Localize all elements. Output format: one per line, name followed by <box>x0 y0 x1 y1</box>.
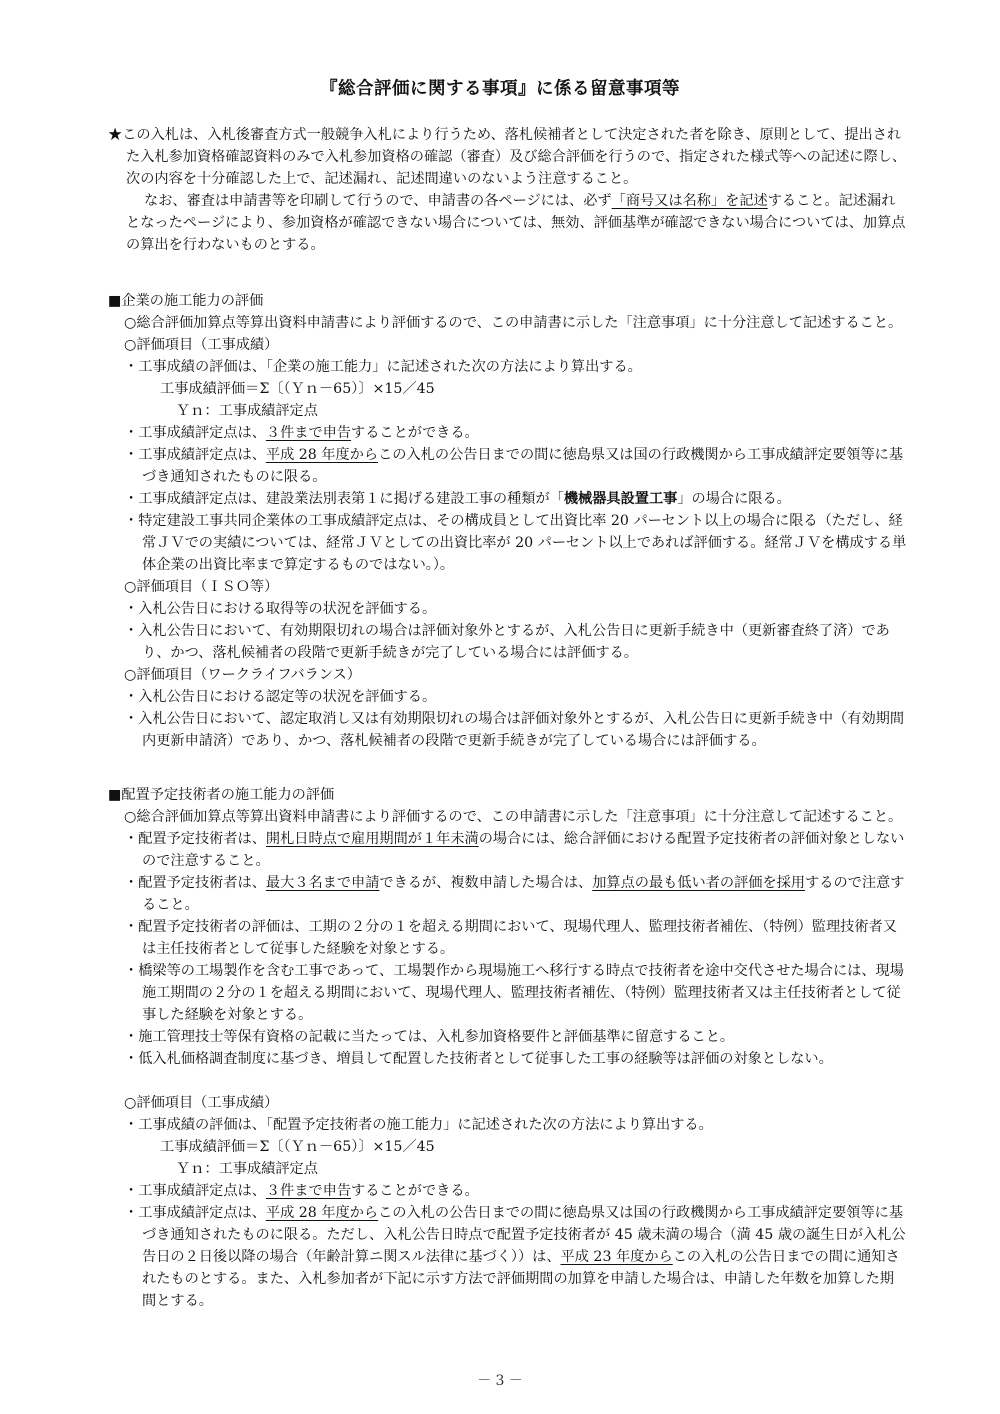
circle-item: ○総合評価加算点等算出資料申請書により評価するので、この申請書に示した「注意事項」に十分注意して記述すること。 <box>124 315 903 331</box>
bullet-item: ・施工管理技士等保有資格の記載に当たっては、入札参加資格要件と評価基準に留意すること。 <box>124 1029 735 1045</box>
bullet-item: ・配置予定技術者は、最大３名まで申請できるが、複数申請した場合は、加算点の最も低い者の評価を採用するので注意すること。 <box>124 875 905 913</box>
bullet-item: ・工事成績評定点は、３件まで申告することができる。 <box>124 1183 479 1199</box>
circle-item: ○評価項目（ＩＳＯ等） <box>124 579 279 595</box>
bullet-item: ・工事成績評定点は、平成 28 年度からこの入札の公告日までの間に徳島県又は国の行政機関から工事成績評定要領等に基づき通知されたものに限る。 <box>124 447 904 485</box>
bullet-item: ・入札公告日における認定等の状況を評価する。 <box>124 689 437 705</box>
bullet-item: ・工事成績評定点は、３件まで申告することができる。 <box>124 425 479 441</box>
underline-company-name: 「商号又は名称」を記述 <box>611 193 768 209</box>
formula: 工事成績評価＝Σ〔（Ｙｎ－65）〕×15／45 <box>160 381 435 397</box>
bullet-item: ・入札公告日における取得等の状況を評価する。 <box>124 601 437 617</box>
intro-paragraph: ★この入札は、入札後審査方式一般競争入札により行うため、落札候補者として決定された者を除き、原則として、提出された入札参加資格確認資料のみで入札参加資格の確認（審査）及び総合評価を行うので、指定された様式等への記述に際し、次の内容を十分確認した上で、記述漏れ、記述間違いのないよう注意すること。 <box>108 127 907 187</box>
bullet-item: ・橋梁等の工場製作を含む工事であって、工場製作から現場施工へ移行する時点で技術者を途中交代させた場合には、現場施工期間の２分の１を超える期間において、現場代理人、監理技術者補佐、（特例）監理技術者又は主任技術者として従事した経験を対象とする。 <box>124 963 904 1023</box>
circle-item: ○評価項目（工事成績） <box>124 337 279 353</box>
bullet-item: ・入札公告日において、有効期限切れの場合は評価対象外とするが、入札公告日に更新手続き中（更新審査終了済）であり、かつ、落札候補者の段階で更新手続きが完了している場合には評価する。 <box>124 623 890 661</box>
circle-item: ○総合評価加算点等算出資料申請書により評価するので、この申請書に示した「注意事項」に十分注意して記述すること。 <box>124 809 903 825</box>
formula: 工事成績評価＝Σ〔（Ｙｎ－65）〕×15／45 <box>160 1139 435 1155</box>
bullet-item: ・入札公告日において、認定取消し又は有効期限切れの場合は評価対象外とするが、入札公告日に更新手続き中（有効期間内更新申請済）であり、かつ、落札候補者の段階で更新手続きが完了している場合には評価する。 <box>124 711 905 749</box>
page-number: － 3 － <box>477 1373 523 1389</box>
spacer <box>108 1070 908 1092</box>
bullet-item: ・低入札価格調査制度に基づき、増員して配置した技術者として従事した工事の経験等は評価の対象としない。 <box>124 1051 833 1067</box>
circle-item: ○評価項目（工事成績） <box>124 1095 279 1111</box>
page-title: 『総合評価に関する事項』に係る留意事項等 <box>320 79 680 99</box>
bullet-item: ・工事成績評定点は、建設業法別表第１に掲げる建設工事の種類が「機械器具設置工事」の場合に限る。 <box>124 491 791 507</box>
section-heading: ■企業の施工能力の評価 <box>108 293 264 309</box>
bullet-item: ・工事成績の評価は、「企業の施工能力」に記述された次の方法により算出する。 <box>124 359 642 375</box>
bullet-item: ・特定建設工事共同企業体の工事成績評定点は、その構成員として出資比率 20 パーセント以上の場合に限る（ただし、経常ＪＶでの実績については、経常ＪＶとしての出資比率が 20 パーセント以上であれば評価する。経常ＪＶを構成する単体企業の出資比率まで算定するものではない。）。 <box>124 513 907 573</box>
formula-legend: Ｙｎ：工事成績評定点 <box>176 403 318 419</box>
intro-block <box>108 124 908 256</box>
circle-item: ○評価項目（ワークライフバランス） <box>124 667 361 683</box>
intro-note-paragraph: なお、審査は申請書等を印刷して行うので、申請書の各ページには、必ず「商号又は名称」を記述すること。記述漏れとなったページにより、参加資格が確認できない場合については、無効、評価基準が確認できない場合については、加算点の算出を行わないものとする。 <box>126 193 906 253</box>
bullet-item: ・配置予定技術者は、開札日時点で雇用期間が１年未満の場合には、総合評価における配置予定技術者の評価対象としないので注意すること。 <box>124 831 905 869</box>
section-engineer-capability <box>108 784 908 1312</box>
bullet-item: ・工事成績評定点は、平成 28 年度からこの入札の公告日までの間に徳島県又は国の行政機関から工事成績評定要領等に基づき通知されたものに限る。ただし、入札公告日時点で配置予定技術者が 45 歳未満の場合（満 45 歳の誕生日が入札公告日の２日後以降の場合（年齢計算ニ関スル法律に基づく））は、平成 23 年度からこの入札の公告日までの間に通知されたものとする。また、入札参加者が下記に示す方法で評価期間の加算を申請した場合は、申請した年数を加算した期間とする。 <box>124 1205 906 1309</box>
formula-legend: Ｙｎ：工事成績評定点 <box>176 1161 318 1177</box>
section-company-capability <box>108 290 908 752</box>
section-heading: ■配置予定技術者の施工能力の評価 <box>108 787 335 803</box>
bullet-item: ・工事成績の評価は、「配置予定技術者の施工能力」に記述された次の方法により算出する。 <box>124 1117 713 1133</box>
bullet-item: ・配置予定技術者の評価は、工期の２分の１を超える期間において、現場代理人、監理技術者補佐、（特例）監理技術者又は主任技術者として従事した経験を対象とする。 <box>124 919 897 957</box>
